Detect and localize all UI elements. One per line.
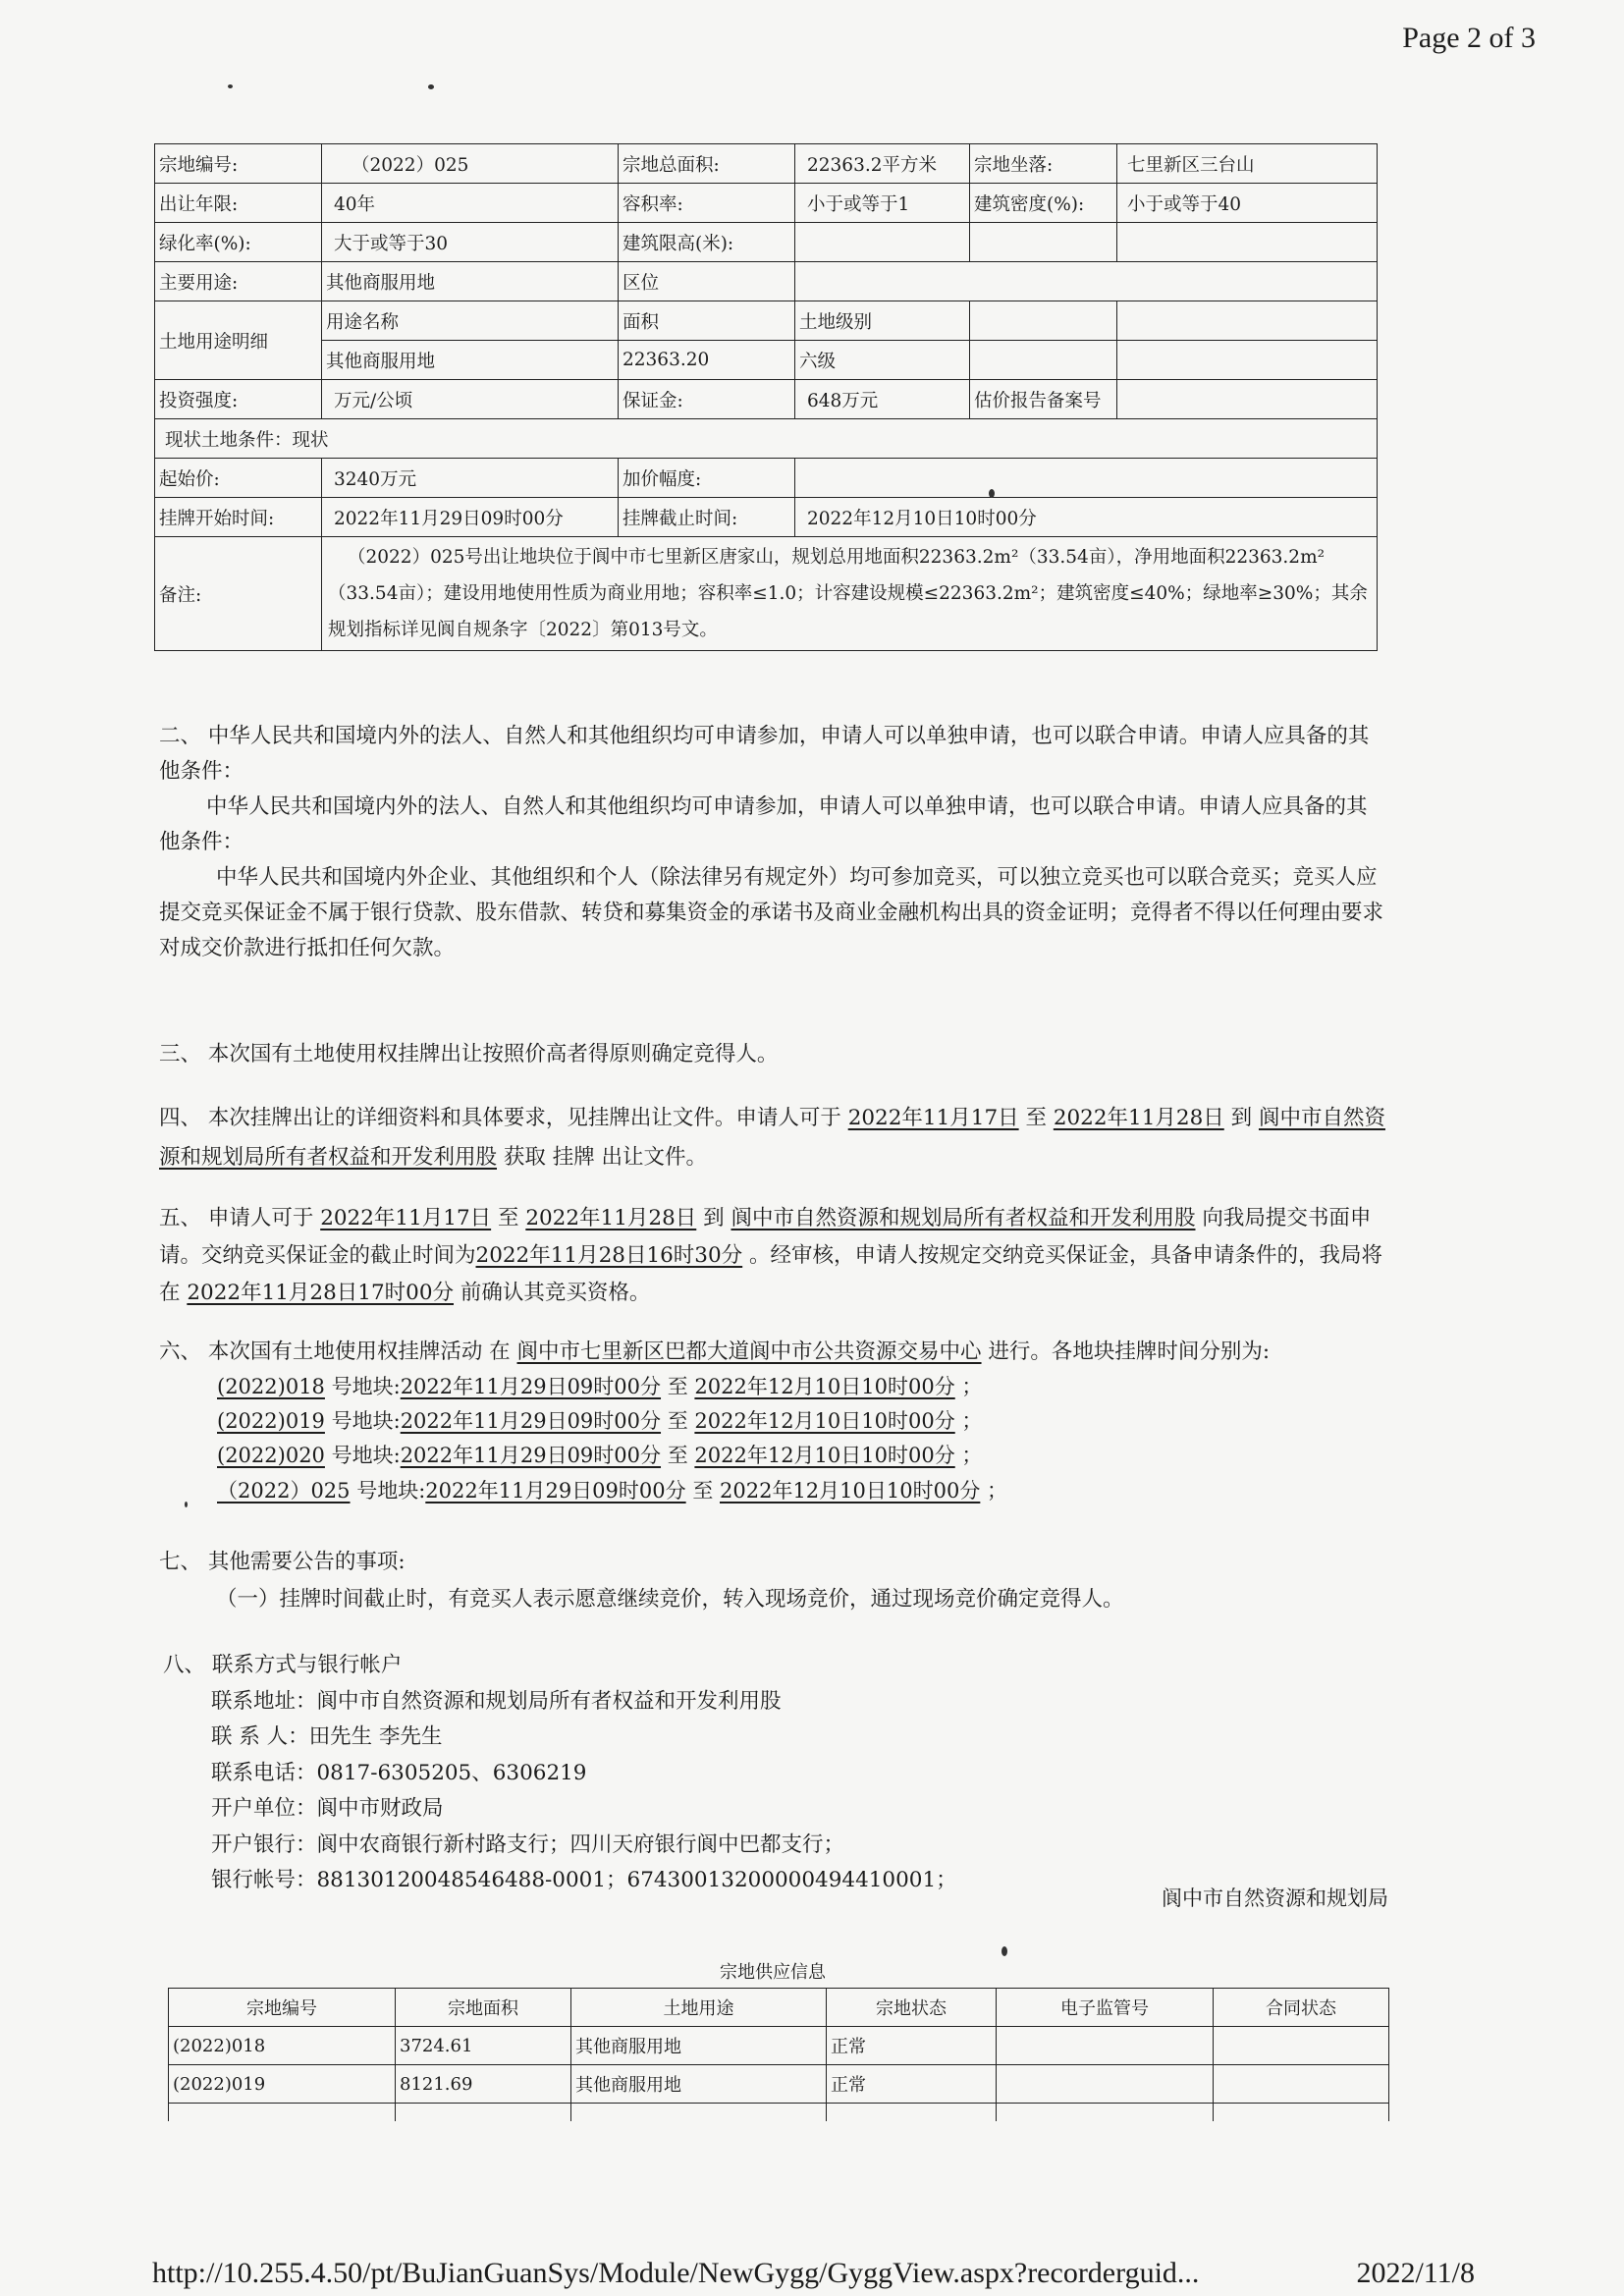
far-label: 容积率: <box>619 184 795 223</box>
supply-row <box>169 2065 1389 2104</box>
detail-grade: 六级 <box>795 341 970 380</box>
listing-start-label: 挂牌开始时间: <box>155 498 322 537</box>
supply-cell <box>997 2027 1214 2065</box>
supply-row-partial <box>169 2104 1389 2122</box>
appraisal-value <box>1117 380 1378 419</box>
listing-start: 2022年11月29日09时00分 <box>322 498 619 537</box>
schedule-line <box>217 1405 982 1435</box>
schedule-suffix: 号地块: <box>324 1409 401 1433</box>
sec2-para1: 二、 中华人民共和国境内外的法人、自然人和其他组织均可申请参加，申请人可以单独申请，也可以联合申请。申请人应具备的其他条件： <box>159 724 1370 784</box>
schedule-to: 至 <box>661 1375 695 1398</box>
sec4-place: 阆中市自然资源和规划局所有者权益和开发利用股 <box>159 1106 1385 1170</box>
supply-header-cell: 宗地编号 <box>169 1989 396 2027</box>
schedule-suffix: 号地块: <box>350 1479 426 1503</box>
supply-cell: 其他商服用地 <box>571 2027 827 2065</box>
listing-end-label: 挂牌截止时间: <box>619 498 795 537</box>
schedule-start: 2022年11月29日09时00分 <box>425 1479 686 1503</box>
schedule-code: (2022)019 <box>217 1409 325 1433</box>
schedule-start: 2022年11月29日09时00分 <box>400 1375 662 1398</box>
parcel-location-label: 宗地坐落: <box>970 144 1117 184</box>
supply-header-cell: 合同状态 <box>1214 1989 1389 2027</box>
schedule-code: (2022)020 <box>217 1444 325 1467</box>
schedule-suffix: 号地块: <box>324 1375 401 1398</box>
footer-url: http://10.255.4.50/pt/BuJianGuanSys/Module/NewGygg/GyggView.aspx?recorderguid... <box>152 2257 1200 2289</box>
invest-unit: 万元/公顷 <box>322 380 619 419</box>
sec7-title: 七、 其他需要公告的事项: <box>159 1550 406 1574</box>
term-label: 出让年限: <box>155 184 322 223</box>
appraisal-label: 估价报告备案号 <box>970 380 1117 419</box>
supply-row <box>169 2027 1389 2065</box>
sec7-item1: （一）挂牌时间截止时，有竞买人表示愿意继续竞价，转入现场竞价，通过现场竞价确定竞得人。 <box>216 1587 1124 1612</box>
supply-cell <box>1214 2027 1389 2065</box>
schedule-code: （2022）025 <box>217 1479 351 1503</box>
listing-end: 2022年12月10日10时00分 <box>795 498 1378 537</box>
schedule-to: 至 <box>661 1409 695 1433</box>
green-value: 大于或等于30 <box>322 223 619 262</box>
parcel-location: 七里新区三台山 <box>1117 144 1378 184</box>
sec2-para3: 中华人民共和国境内外企业、其他组织和个人（除法律另有规定外）均可参加竞买，可以独立竞买也可以联合竞买；竞买人应提交竞买保证金不属于银行贷款、股东借款、转贷和募集资金的承诺书及商业金融机构出具的资金证明；竞得者不得以任何理由要求对成交价款进行抵扣任何欠款。 <box>159 865 1384 960</box>
use-label: 主要用途: <box>155 262 322 301</box>
start-price: 3240万元 <box>322 459 619 498</box>
schedule-line <box>217 1475 1007 1504</box>
green-label: 绿化率(%): <box>155 223 322 262</box>
schedule-end: 2022年12月10日10时00分 <box>694 1409 955 1433</box>
density-label: 建筑密度(%): <box>970 184 1117 223</box>
supply-cell: (2022)019 <box>169 2065 396 2104</box>
density-value: 小于或等于40 <box>1117 184 1378 223</box>
section-2 <box>159 719 1386 966</box>
supply-header-cell: 土地用途 <box>571 1989 827 2027</box>
detail-area: 22363.20 <box>619 341 795 380</box>
schedule-line <box>217 1440 982 1469</box>
sec4-date-from: 2022年11月17日 <box>847 1106 1019 1130</box>
section-5: 五、 申请人可于 2022年11月17日 至 2022年11月28日 到 阆中市自然资源和规划局所有者权益和开发利用股 向我局提交书面申请。交纳竞买保证金的截止时间为2022年11月28日16时30分 。经审核，申请人按规定交纳竞买保证金，具备申请条件的，我局将在 2022年11月28日17时00分 前确认其竞买资格。 <box>159 1206 1383 1305</box>
sec5-deadline: 2022年11月28日16时30分 <box>475 1243 743 1268</box>
account-unit: 开户单位：阆中市财政局 <box>211 1796 444 1821</box>
contact-address: 联系地址：阆中市自然资源和规划局所有者权益和开发利用股 <box>211 1688 782 1714</box>
detail-use: 其他商服用地 <box>322 341 619 380</box>
schedule-to: 至 <box>661 1444 695 1467</box>
deposit-label: 保证金: <box>619 380 795 419</box>
start-price-label: 起始价: <box>155 459 322 498</box>
supply-cell: (2022)018 <box>169 2027 396 2065</box>
schedule-line <box>217 1371 982 1400</box>
deposit-value: 648万元 <box>795 380 970 419</box>
supply-cell: 正常 <box>827 2065 997 2104</box>
invest-label: 投资强度: <box>155 380 322 419</box>
scan-speck <box>428 84 434 89</box>
term-value: 40年 <box>322 184 619 223</box>
schedule-terminator: ； <box>954 1375 983 1398</box>
use-value: 其他商服用地 <box>322 262 619 301</box>
supply-cell: 其他商服用地 <box>571 2065 827 2104</box>
sec2-para2: 中华人民共和国境内外的法人、自然人和其他组织均可申请参加，申请人可以单独申请，也可以联合申请。申请人应具备的其他条件： <box>159 794 1368 854</box>
detail-head-use: 用途名称 <box>322 301 619 341</box>
supply-cell: 正常 <box>827 2027 997 2065</box>
parcel-area-label: 宗地总面积: <box>619 144 795 184</box>
sec5-date-to: 2022年11月28日 <box>525 1206 697 1230</box>
detail-label: 土地用途明细 <box>155 301 322 380</box>
schedule-end: 2022年12月10日10时00分 <box>720 1479 981 1503</box>
sec4-date-to: 2022年11月28日 <box>1053 1106 1224 1130</box>
schedule-start: 2022年11月29日09时00分 <box>400 1409 662 1433</box>
supply-table-title: 宗地供应信息 <box>720 1962 826 1983</box>
schedule-to: 至 <box>685 1479 720 1503</box>
issuer-signature: 阆中市自然资源和规划局 <box>1162 1886 1388 1910</box>
schedule-terminator: ； <box>954 1409 983 1433</box>
supply-cell: 3724.61 <box>396 2027 571 2065</box>
height-value <box>795 223 970 262</box>
sec8-title: 八、 联系方式与银行帐户 <box>163 1653 403 1677</box>
section-6: 六、 本次国有土地使用权挂牌活动 在 阆中市七里新区巴都大道阆中市公共资源交易中心 进行。各地块挂牌时间分别为: <box>159 1339 1271 1364</box>
sec5-place: 阆中市自然资源和规划局所有者权益和开发利用股 <box>731 1206 1196 1230</box>
sec5-confirm-time: 2022年11月28日17时00分 <box>187 1281 455 1305</box>
scan-speck <box>989 489 995 498</box>
scan-speck <box>228 84 233 88</box>
section-7 <box>159 1544 1386 1618</box>
schedule-suffix: 号地块: <box>324 1444 401 1467</box>
contact-phone: 联系电话：0817-6305205、6306219 <box>211 1760 587 1785</box>
section-3: 三、 本次国有土地使用权挂牌出让按照价高者得原则确定竞得人。 <box>159 1042 779 1066</box>
remarks-text: （2022）025号出让地块位于阆中市七里新区唐家山，规划总用地面积22363.2m²（33.54亩），净用地面积22363.2m²（33.54亩）；建设用地使用性质为商业用地；容积率≤1.0；计容建设规模≤22363.2m²；建筑密度≤40%；绿地率≥30%；其余规划指标详见阆自规条字〔2022〕第013号文。 <box>322 537 1378 651</box>
sec6-place: 阆中市七里新区巴都大道阆中市公共资源交易中心 <box>516 1339 982 1364</box>
account-number: 银行帐号：88130120048546488-0001；67430013200000494410001； <box>211 1868 957 1892</box>
supply-header-row <box>169 1989 1389 2027</box>
increment-label: 加价幅度: <box>619 459 795 498</box>
page-number: Page 2 of 3 <box>1402 22 1536 54</box>
detail-head-grade: 土地级别 <box>795 301 970 341</box>
section-8 <box>159 1648 1386 1899</box>
remarks-label: 备注: <box>155 537 322 651</box>
height-label: 建筑限高(米): <box>619 223 795 262</box>
schedule-code: (2022)018 <box>217 1375 325 1398</box>
parcel-area: 22363.2平方米 <box>795 144 970 184</box>
zone-label: 区位 <box>619 262 795 301</box>
schedule-end: 2022年12月10日10时00分 <box>694 1375 955 1398</box>
increment-value <box>795 459 1378 498</box>
sec5-date-from: 2022年11月17日 <box>320 1206 492 1230</box>
parcel-code-label: 宗地编号: <box>155 144 322 184</box>
section-4: 四、 本次挂牌出让的详细资料和具体要求，见挂牌出让文件。申请人可于 2022年11月17日 至 2022年11月28日 到 阆中市自然资源和规划局所有者权益和开发利用股 获取 挂牌 出让文件。 <box>159 1106 1385 1170</box>
land-condition: 现状土地条件：现状 <box>155 419 1378 459</box>
parcel-info-table <box>154 143 1378 651</box>
contact-person: 联 系 人：田先生 李先生 <box>211 1724 443 1749</box>
parcel-code: （2022）025 <box>322 144 619 184</box>
scan-speck <box>185 1502 188 1507</box>
zone-value <box>795 262 1378 301</box>
supply-cell <box>997 2065 1214 2104</box>
far-value: 小于或等于1 <box>795 184 970 223</box>
supply-header-cell: 宗地状态 <box>827 1989 997 2027</box>
supply-header-cell: 电子监管号 <box>997 1989 1214 2027</box>
supply-cell: 8121.69 <box>396 2065 571 2104</box>
supply-cell <box>1214 2065 1389 2104</box>
footer-date: 2022/11/8 <box>1356 2257 1475 2289</box>
account-bank: 开户银行：阆中农商银行新村路支行；四川天府银行阆中巴都支行； <box>211 1831 845 1857</box>
schedule-start: 2022年11月29日09时00分 <box>400 1444 662 1467</box>
schedule-end: 2022年12月10日10时00分 <box>694 1444 955 1467</box>
supply-table <box>168 1988 1389 2121</box>
scan-speck <box>1001 1946 1007 1956</box>
schedule-terminator: ； <box>954 1444 983 1467</box>
detail-head-area: 面积 <box>619 301 795 341</box>
schedule-terminator: ； <box>980 1479 1008 1503</box>
supply-header-cell: 宗地面积 <box>396 1989 571 2027</box>
